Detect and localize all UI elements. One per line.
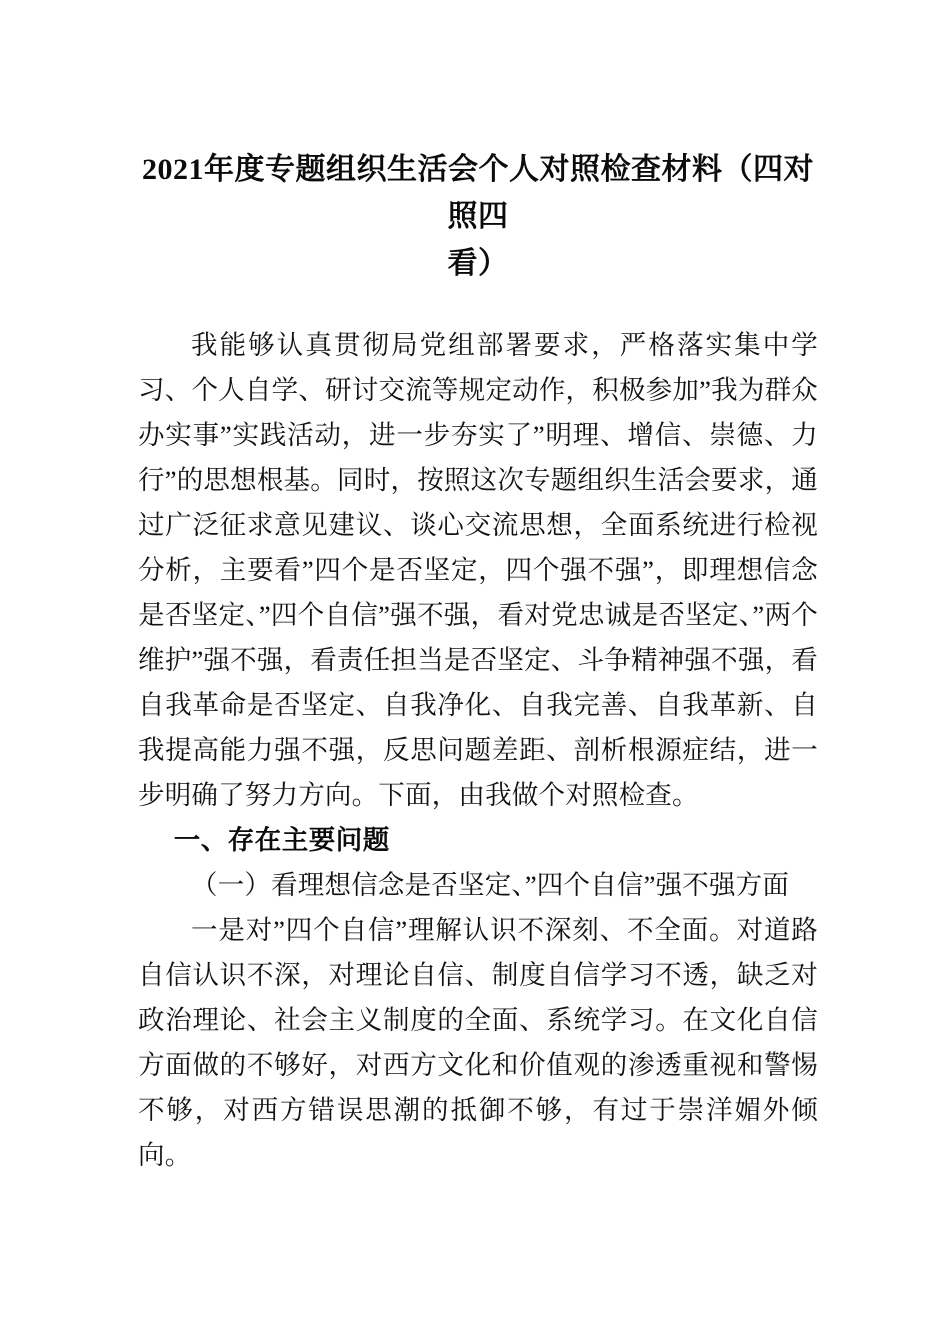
document-title-line-2: 看） bbox=[447, 247, 509, 280]
document-title bbox=[138, 146, 818, 287]
document-title-line-1: 2021年度专题组织生活会个人对照检查材料（四对照四 bbox=[142, 153, 814, 233]
paragraph-point-one: 一是对”四个自信”理解认识不深刻、不全面。对道路自信认识不深，对理论自信、制度自信学习不透，缺乏对政治理论、社会主义制度的全面、系统学习。在文化自信方面做的不够好，对西方文化和价值观的渗透重视和警惕不够，对西方错误思潮的抵御不够，有过于崇洋媚外倾向。 bbox=[138, 915, 818, 1170]
section-heading-one: 一、存在主要问题 bbox=[173, 825, 390, 855]
subsection-heading-one: （一）看理想信念是否坚定、”四个自信”强不强方面 bbox=[191, 870, 790, 900]
document-content bbox=[138, 146, 818, 1178]
paragraph-opening: 我能够认真贯彻局党组部署要求，严格落实集中学习、个人自学、研讨交流等规定动作，积极参加”我为群众办实事”实践活动，进一步夯实了”明理、增信、崇德、力行”的思想根基。同时，按照这次专题组织生活会要求，通过广泛征求意见建议、谈心交流思想，全面系统进行检视分析，主要看”四个是否坚定，四个强不强”，即理想信念是否坚定、”四个自信”强不强，看对党忠诚是否坚定、”两个维护”强不强，看责任担当是否坚定、斗争精神强不强，看自我革命是否坚定、自我净化、自我完善、自我革新、自我提高能力强不强，反思问题差距、剖析根源症结，进一步明确了努力方向。下面，由我做个对照检查。 bbox=[138, 330, 818, 810]
document-body bbox=[138, 323, 818, 1178]
